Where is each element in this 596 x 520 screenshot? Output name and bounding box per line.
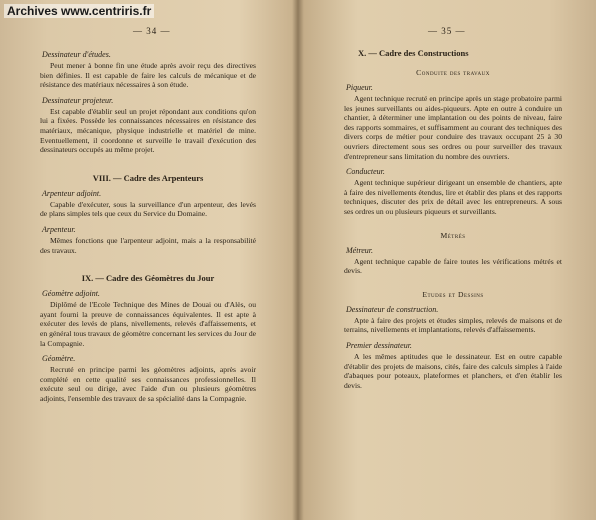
subtitle-metreur: Métreur.: [346, 245, 374, 255]
paragraph-geometre-adjoint: Diplômé de l'Ecole Technique des Mines de Douai ou d'Alès, ou ayant fourni la preuve de connaissances équivalentes. Il est apte à exécuter des levés de plans, nivellements, relevés d'affaissements, et en général tous travaux de géomètre concernant les services du Jour de la Compagnie.: [40, 300, 256, 348]
heading-metres: Métrés: [440, 230, 466, 240]
right-page-content: [344, 44, 562, 390]
section-title-constructions: X. — Cadre des Constructions: [358, 48, 469, 58]
subtitle-dessinateur-etudes: Dessinateur d'études.: [42, 50, 111, 59]
heading-etudes-dessins: Etudes et Dessins: [422, 289, 484, 299]
page-number-right: — 35 —: [428, 26, 466, 36]
subtitle-geometre-adjoint: Géomètre adjoint.: [42, 289, 100, 299]
paragraph-dessinateur-etudes: Peut mener à bonne fin une étude après avoir reçu des directives bien définies. Il est capable de faire les calculs de mécanique et de résistance des matériaux nécessaires à son étude.: [40, 61, 256, 90]
paragraph-premier-dessinateur: A les mêmes aptitudes que le dessinateur. Est en outre capable d'établir des projets de maisons, cités, faire des calculs simples à l'aide d'abaques pour poteaux, plateformes et planchers, et d'en établir les devis.: [344, 351, 562, 390]
page-number-left: — 34 —: [133, 26, 171, 36]
subtitle-premier-dessinateur: Premier dessinateur.: [346, 340, 412, 350]
paragraph-arpenteur-adjoint: Capable d'exécuter, sous la surveillance d'un arpenteur, des levés de plans simples tels que ceux du Service du Domaine.: [40, 199, 256, 219]
left-page-content: [40, 44, 256, 403]
subtitle-geometre: Géomètre.: [42, 354, 76, 364]
paragraph-dessinateur-projeteur: Est capable d'établir seul un projet répondant aux conditions qu'on lui a fixées. Possède les connaissances nécessaires en résistance des matériaux, mécanique, physique industrielle et matériel de mine. Eventuellement, il coordonne et surveille le travail d'exécution des dessinateurs occupés au même projet.: [40, 106, 256, 155]
paragraph-conducteur: Agent technique supérieur dirigeant un ensemble de chantiers, apte à faire des nivellements étendus, lire et établir des plans et des rapports techniques, discuter des prix de détail avec les entrepreneurs. A sous ses ordres un ou plusieurs piqueurs et surveillants.: [344, 178, 562, 216]
left-page: [0, 0, 296, 520]
paragraph-arpenteur: Mêmes fonctions que l'arpenteur adjoint, mais a la responsabilité des travaux.: [40, 235, 256, 255]
section-title-arpenteurs: VIII. — Cadre des Arpenteurs: [92, 172, 204, 183]
paragraph-metreur: Agent technique capable de faire toutes les vérifications métrés et devis.: [344, 256, 562, 276]
paragraph-geometre: Recruté en principe parmi les géomètres adjoints, après avoir complété en cette qualité ses connaissances professionnelles. Il exécute seul ou dirige, avec l'aide d'un ou plusieurs géomètres adjoints, l'ensemble des travaux de sa spécialité dans la Compagnie.: [40, 365, 256, 403]
subtitle-dessinateur-projeteur: Dessinateur projeteur.: [42, 95, 114, 105]
subtitle-piqueur: Piqueur.: [346, 83, 373, 92]
watermark: Archives www.centriris.fr: [4, 4, 154, 18]
paragraph-dessinateur-construction: Apte à faire des projets et études simples, relevés de maisons et de terrains, nivellements et implantations, relevés d'affaissements.: [344, 315, 562, 335]
subtitle-conducteur: Conducteur.: [346, 167, 385, 177]
section-title-geometres: IX. — Cadre des Géomètres du Jour: [81, 273, 215, 284]
subtitle-dessinateur-construction: Dessinateur de construction.: [346, 304, 439, 314]
paragraph-piqueur: Agent technique recruté en principe après un stage probatoire parmi les jeunes surveillants ou aides-piqueurs. Apte en outre à conduire un chantier, à déterminer une implantation ou des points de niveau, faire des rapports sommaires, et suffisamment au courant des techniques des divers corps de métier pour conduire des travaux occupant 25 à 30 ouvriers directement sous ses ordres ou pour surveiller des travaux d'entrepreneur sans limitation du nombre des ouvriers.: [344, 94, 562, 161]
heading-conduite-travaux: Conduite des travaux: [416, 68, 490, 77]
subtitle-arpenteur-adjoint: Arpenteur adjoint.: [42, 188, 102, 198]
right-page: [302, 0, 596, 520]
subtitle-arpenteur: Arpenteur.: [42, 224, 76, 234]
